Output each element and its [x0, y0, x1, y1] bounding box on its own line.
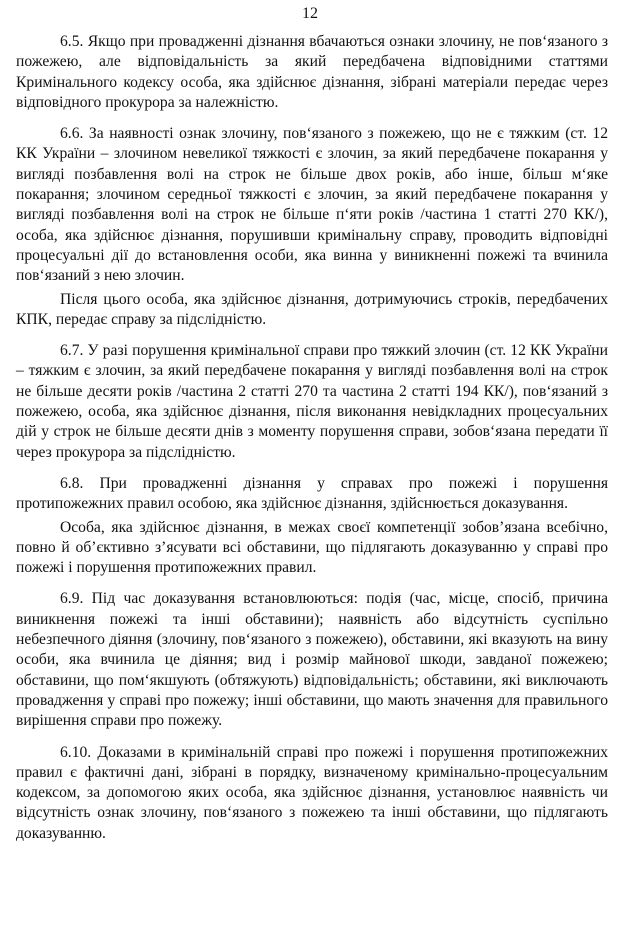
- paragraph-6-5: 6.5. Якщо при провадженні дізнання вбачаються ознаки злочину, не пов‘язаного з пожежею, але відповідальність за який передбачена відповідними статтями Кримінального кодексу особа, яка здійснює дізнання, зібрані матеріали передає через відповідного прокурора за належністю.: [16, 33, 608, 111]
- paragraph-6-10: 6.10. Доказами в кримінальній справі про пожежі і порушення протипожежних правил є фактичні дані, зібрані в порядку, визначеному кримінально-процесуальним кодексом, за допомогою яких особа, яка здійснює дізнання, установлює наявність чи відсутність ознак злочину, пов‘язаного з пожежею та інші обставини, що підлягають доказуванню.: [16, 743, 608, 842]
- paragraph-6-6-continuation: Після цього особа, яка здійснює дізнання, дотримуючись строків, передбачених КПК, передає справу за підслідністю.: [16, 290, 608, 328]
- document-body: [16, 32, 608, 844]
- paragraph-6-9: 6.9. Під час доказування встановлюються: подія (час, місце, спосіб, причина виникнення пожежі та інші обставини); наявність або відсутність суспільно небезпечного діяння (злочину, пов‘язаного з пожежею), обставини, які вказують на вину особи, яка вчинила це діяння; вид і розмір майнової шкоди, завданої пожежею; обставини, що пом‘якшують (обтяжують) відповідальність; обставини, які виключають провадження у справі про пожежу; інші обставини, що мають значення для правильного вирішення справи про пожежу.: [16, 590, 608, 730]
- paragraph-6-8-continuation: Особа, яка здійснює дізнання, в межах своєї компетенції зобов’язана всебічно, повно й об’єктивно з’ясувати всі обставини, що підлягають доказуванню у справі про пожежі і порушення протипожежних правил.: [16, 518, 608, 577]
- paragraph-6-8: 6.8. При провадженні дізнання у справах про пожежі і порушення протипожежних правил особою, яка здійснює дізнання, здійснюється доказування.: [16, 474, 608, 513]
- page-number: 12: [302, 5, 318, 22]
- paragraph-6-7: 6.7. У разі порушення кримінальної справи про тяжкий злочин (ст. 12 КК України – тяжким є злочин, за який передбачене покарання у вигляді позбавлення волі на строк не більше десяти років /частина 2 статті 270 та частина 2 статті 194 КК/), пов‘язаний з пожежею, особа, яка здійснює дізнання, після виконання невідкладних процесуальних дій у строк не більше десяти днів з моменту порушення справи, зобов‘язана передати її через прокурора за підслідністю.: [16, 342, 608, 461]
- paragraph-6-6: 6.6. За наявності ознак злочину, пов‘язаного з пожежею, що не є тяжким (ст. 12 КК України – злочином невеликої тяжкості є злочин, за який передбачене покарання у вигляді позбавлення волі на строк не більше двох років, або інше, більш м‘яке покарання; злочином середньої тяжкості є злочин, за який передбачене покарання у вигляді позбавлення волі на строк не більше п‘яти років /частина 1 статті 270 КК/), особа, яка здійснює дізнання, порушивши кримінальну справу, проводить відповідні процесуальні дії до встановлення особи, яка винна у виникненні пожежі та вчинила пов‘язаний з нею злочин.: [16, 125, 608, 285]
